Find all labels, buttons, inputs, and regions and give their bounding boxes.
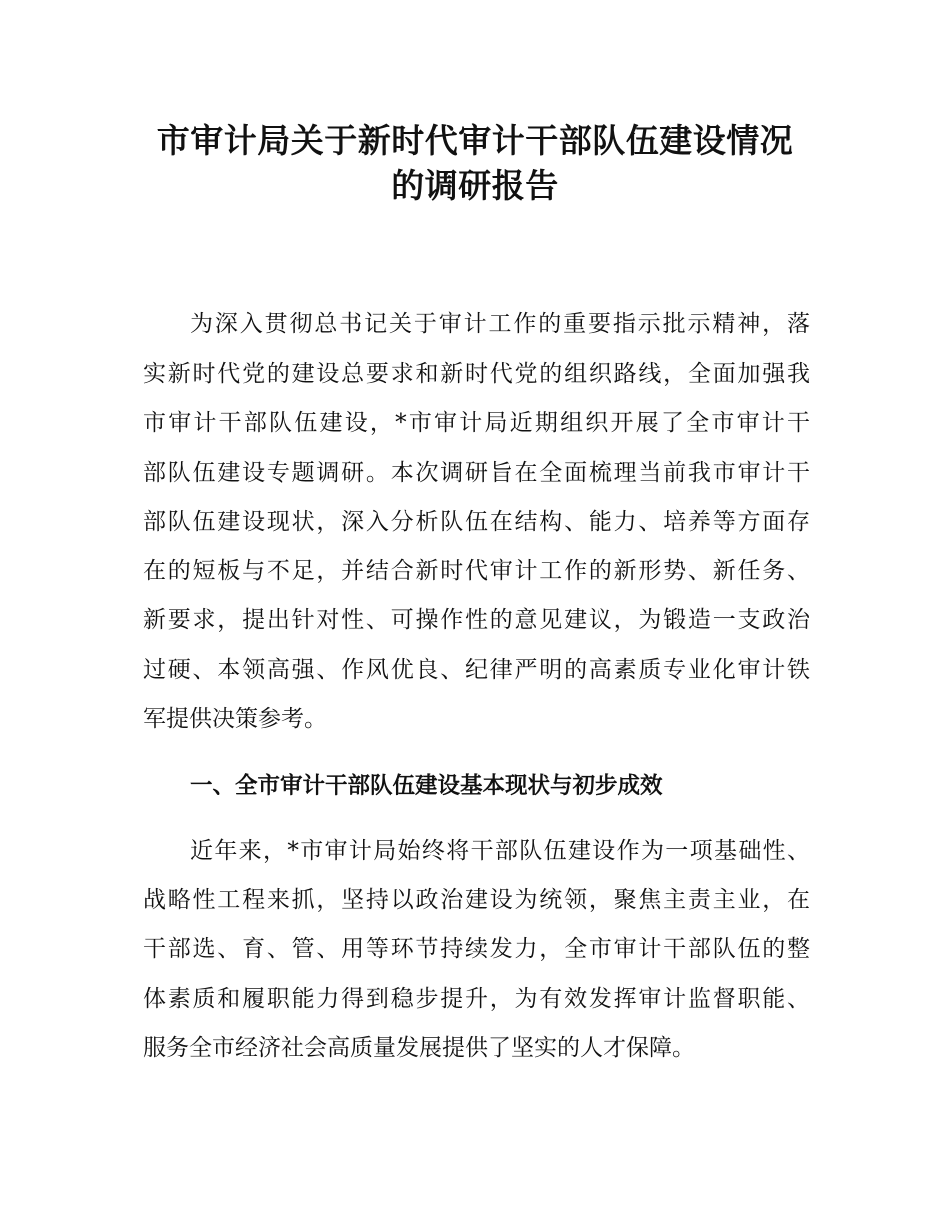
section-1-paragraph-line: 体素质和履职能力得到稳步提升，为有效发挥审计监督职能、 (143, 986, 810, 1012)
section-1-heading: 一、全市审计干部队伍建设基本现状与初步成效 (190, 773, 663, 799)
intro-paragraph-line: 在的短板与不足，并结合新时代审计工作的新形势、新任务、 (143, 558, 810, 584)
intro-paragraph-line: 部队伍建设专题调研。本次调研旨在全面梳理当前我市审计干 (143, 460, 810, 486)
section-1-paragraph-line: 干部选、育、管、用等环节持续发力，全市审计干部队伍的整 (143, 936, 810, 962)
intro-paragraph-line: 新要求，提出针对性、可操作性的意见建议，为锻造一支政治 (143, 607, 810, 633)
intro-paragraph-line: 实新时代党的建设总要求和新时代党的组织路线，全面加强我 (143, 361, 810, 387)
intro-paragraph-line: 军提供决策参考。 (143, 706, 327, 732)
section-1-paragraph-line: 近年来，*市审计局始终将干部队伍建设作为一项基础性、 (190, 838, 810, 864)
report-title-line-2: 的调研报告 (391, 166, 559, 205)
intro-paragraph-line: 市审计干部队伍建设，*市审计局近期组织开展了全市审计干 (143, 410, 810, 436)
intro-paragraph-line: 部队伍建设现状，深入分析队伍在结构、能力、培养等方面存 (143, 509, 810, 535)
section-1-paragraph-line: 服务全市经济社会高质量发展提供了坚实的人才保障。 (143, 1035, 695, 1061)
intro-paragraph-line: 过硬、本领高强、作风优良、纪律严明的高素质专业化审计铁 (143, 657, 810, 683)
intro-paragraph-line: 为深入贯彻总书记关于审计工作的重要指示批示精神，落 (190, 311, 810, 337)
report-title-line-1: 市审计局关于新时代审计干部队伍建设情况 (156, 121, 794, 160)
section-1-paragraph-line: 战略性工程来抓，坚持以政治建设为统领，聚焦主责主业，在 (143, 887, 810, 913)
